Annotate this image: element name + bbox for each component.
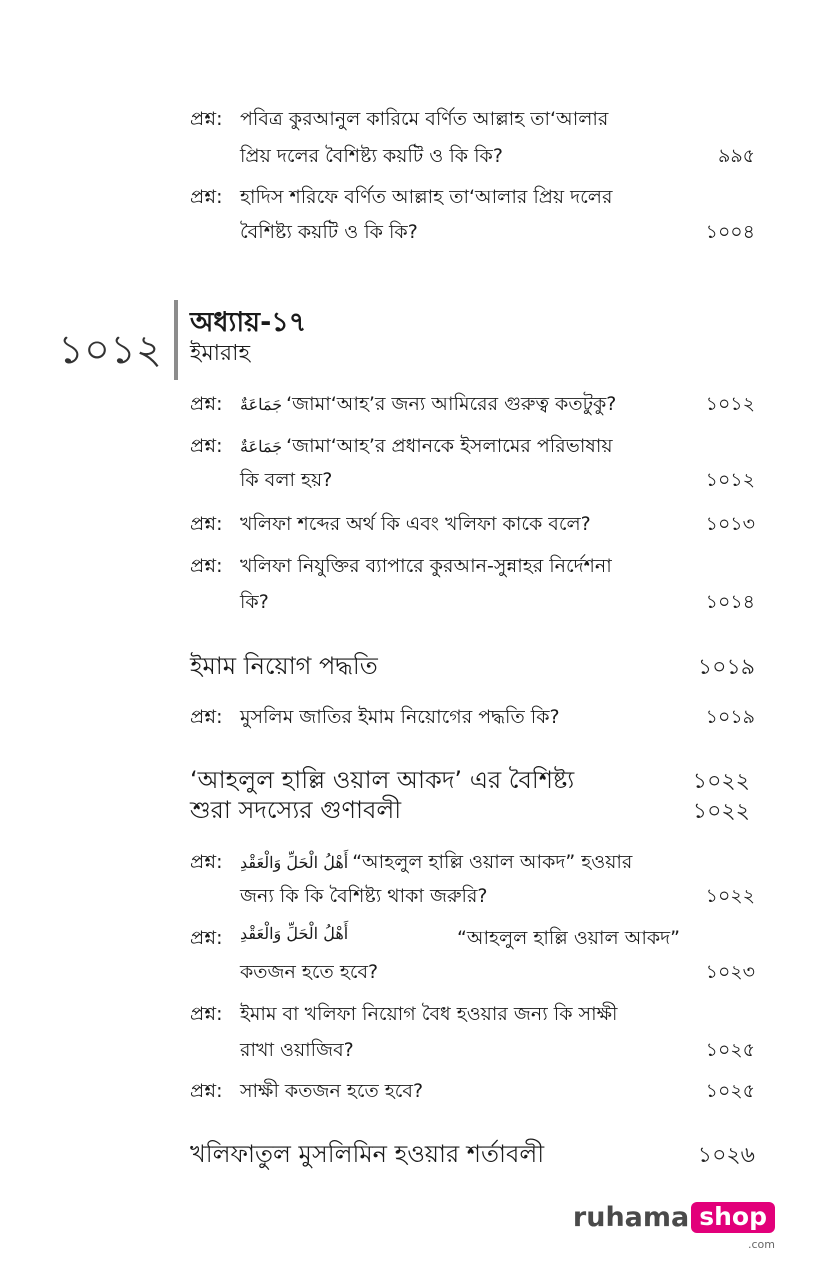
question-text: জন্য কি কি বৈশিষ্ট্য থাকা জরুরি? [240,885,488,907]
page-number: ১০১২ [705,393,755,415]
question-line: ‘জামা‘আহ’র প্রধানকে ইসলামের পরিভাষায় [286,435,613,457]
question-text: কি? [240,591,269,613]
section-title: শুরা সদস্যের গুণাবলী [190,796,402,824]
section-title: খলিফাতুল মুসলিমিন হওয়ার শর্তাবলী [190,1140,545,1168]
page-number: ৯৯৫ [718,145,755,167]
question-label: প্রশ্ন: [190,851,223,873]
page-number: ১০১৯ [705,706,755,728]
section-title: ‘আহলুল হাল্লি ওয়াল আকদ’ এর বৈশিষ্ট্য [190,766,575,794]
section-page-number: ১০২৬ [697,1143,755,1168]
question-text: কি বলা হয়? [240,469,333,491]
section-page-number: ১০২২ [692,799,750,824]
question-line: “আহলুল হাল্লি ওয়াল আকদ” [457,927,680,949]
question-text: রাখা ওয়াজিব? [240,1039,354,1061]
question-text [240,924,680,956]
logo-ruhama-text: ruhama [572,1201,690,1233]
arabic-term: أَهْلُ الْحَلِّ وَالْعَقْدِ [240,853,349,872]
question-text: পবিত্র কুরআনুল কারিমে বর্ণিত আল্লাহ তা‘আলার [240,108,609,130]
question-line: “আহলুল হাল্লি ওয়াল আকদ” হওয়ার [352,851,633,873]
question-label: প্রশ্ন: [190,186,223,208]
question-text [240,848,632,880]
question-label: প্রশ্ন: [190,927,223,949]
chapter-divider [174,300,178,380]
page-number: ১০২৩ [705,961,755,983]
question-text: সাক্ষী কতজন হতে হবে? [240,1080,424,1102]
chapter-page-number: ১০১২ [58,327,162,373]
chapter-subtitle: ইমারাহ [190,341,251,366]
page-number: ১০২২ [705,885,755,907]
page-number: ১০২৫ [705,1039,755,1061]
question-label: প্রশ্ন: [190,1080,223,1102]
question-label: প্রশ্ন: [190,513,223,535]
section-page-number: ১০১৯ [697,655,755,680]
question-text: কতজন হতে হবে? [240,961,379,983]
question-label: প্রশ্ন: [190,108,223,130]
question-text: খলিফা নিযুক্তির ব্যাপারে কুরআন-সুন্নাহর নির্দেশনা [240,555,612,577]
question-text [240,390,616,422]
page-number: ১০১৩ [705,513,755,535]
logo-domain: .com [748,1238,775,1251]
question-line: ‘জামা‘আহ’র জন্য আমিরের গুরুত্ব কতটুকু? [286,393,617,415]
logo-shop-badge: shop [691,1202,775,1233]
section-title: ইমাম নিয়োগ পদ্ধতি [190,652,378,680]
arabic-term: جَمَاعَةٌ [240,395,283,414]
page-number: ১০১৪ [705,591,755,613]
page-number: ১০১২ [705,469,755,491]
question-label: প্রশ্ন: [190,1003,223,1025]
question-text: খলিফা শব্দের অর্থ কি এবং খলিফা কাকে বলে? [240,513,591,535]
question-text: বৈশিষ্ট্য কয়টি ও কি কি? [240,221,418,243]
ruhamashop-logo [572,1197,775,1251]
question-label: প্রশ্ন: [190,435,223,457]
question-text: ইমাম বা খলিফা নিয়োগ বৈধ হওয়ার জন্য কি সাক্ষী [240,1003,618,1025]
question-label: প্রশ্ন: [190,555,223,577]
section-page-number: ১০২২ [692,769,750,794]
question-text [240,432,613,464]
question-text: হাদিস শরিফে বর্ণিত আল্লাহ তা‘আলার প্রিয় দলের [240,186,613,208]
chapter-title: অধ্যায়-১৭ [190,307,307,338]
question-label: প্রশ্ন: [190,393,223,415]
arabic-term: جَمَاعَةٌ [240,437,283,456]
question-text: মুসলিম জাতির ইমাম নিয়োগের পদ্ধতি কি? [240,706,560,728]
arabic-term: أَهْلُ الْحَلِّ وَالْعَقْدِ [240,924,349,943]
page-number: ১০২৫ [705,1080,755,1102]
question-label: প্রশ্ন: [190,706,223,728]
page-number: ১০০৪ [705,221,755,243]
question-text: প্রিয় দলের বৈশিষ্ট্য কয়টি ও কি কি? [240,145,503,167]
